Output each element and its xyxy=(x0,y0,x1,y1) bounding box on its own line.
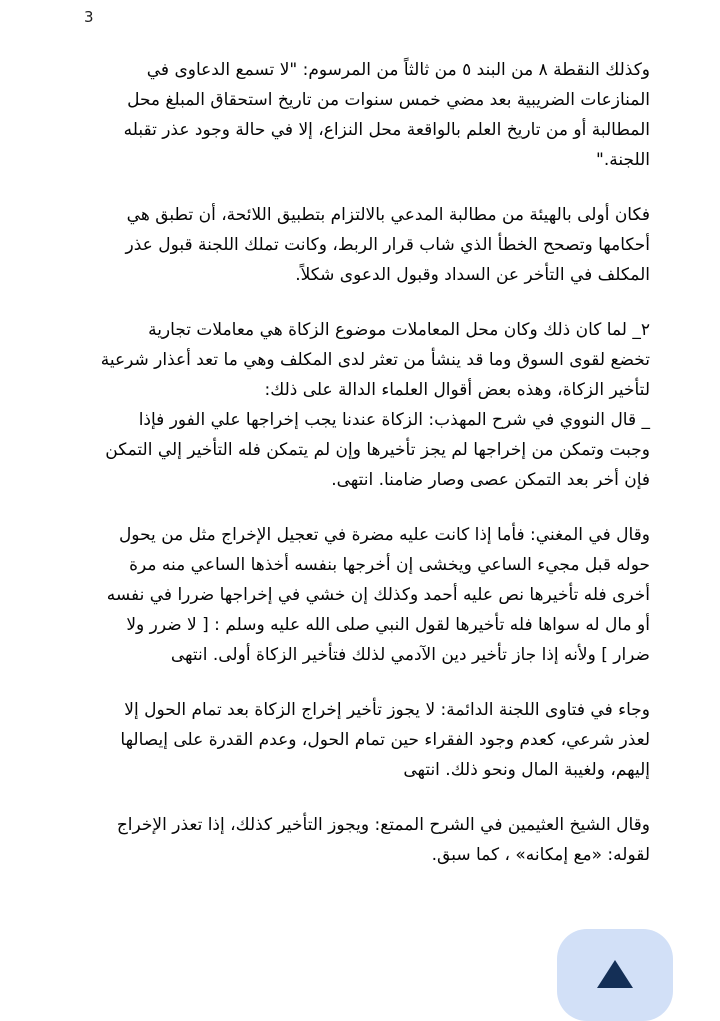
text-line: تخضع لقوى السوق وما قد ينشأ من تعثر لدى المكلف وهي ما تعد أعذار شرعية xyxy=(100,350,650,370)
paragraph xyxy=(38,695,650,785)
paragraph xyxy=(38,315,650,495)
text-line: وجاء في فتاوى اللجنة الدائمة: لا يجوز تأخير إخراج الزكاة بعد تمام الحول إلا xyxy=(124,700,650,720)
text-line: فكان أولى بالهيئة من مطالبة المدعي بالالتزام بتطبيق اللائحة، أن تطبق هي xyxy=(126,205,650,225)
paragraph xyxy=(38,810,650,870)
scroll-to-top-button[interactable] xyxy=(557,929,673,1021)
paragraph xyxy=(38,55,650,175)
page-number: 3 xyxy=(84,8,94,26)
text-line: المنازعات الضريبية بعد مضي خمس سنوات من تاريخ استحقاق المبلغ محل xyxy=(127,90,650,110)
arrow-up-icon xyxy=(597,960,633,988)
text-line: وقال في المغني: فأما إذا كانت عليه مضرة في تعجيل الإخراج مثل من يحول xyxy=(118,525,650,545)
paragraph xyxy=(38,520,650,670)
text-line: ٢_ لما كان ذلك وكان محل المعاملات موضوع الزكاة هي معاملات تجارية xyxy=(148,320,650,340)
paragraph xyxy=(38,200,650,290)
text-line: أخرى فله تأخيرها نص عليه أحمد وكذلك إن خشي في إخراجها ضررا في نفسه xyxy=(106,585,650,605)
text-line: إليهم، ولغيبة المال ونحو ذلك. انتهى xyxy=(403,760,650,780)
text-line: المطالبة أو من تاريخ العلم بالواقعة محل النزاع، إلا في حالة وجود عذر تقبله xyxy=(123,120,650,140)
document-text-block xyxy=(38,55,650,895)
text-line: وجبت وتمكن من إخراجها لم يجز تأخيرها وإن لم يتمكن فله التأخير إلي التمكن xyxy=(105,440,650,460)
text-line: أو مال له سواها فله تأخيرها لقول النبي صلى الله عليه وسلم : [ لا ضرر ولا xyxy=(126,615,650,635)
text-line: حوله قبل مجيء الساعي ويخشى إن أخرجها بنفسه أخذها الساعي منه مرة xyxy=(129,555,650,575)
text-line: وقال الشيخ العثيمين في الشرح الممتع: ويجوز التأخير كذلك، إذا تعذر الإخراج xyxy=(116,815,650,835)
text-line: لعذر شرعي، كعدم وجود الفقراء حين تمام الحول، وعدم القدرة على إيصالها xyxy=(120,730,650,750)
text-line: لتأخير الزكاة، وهذه بعض أقوال العلماء الدالة على ذلك: xyxy=(264,380,650,400)
text-line: فإن أخر بعد التمكن عصى وصار ضامنا. انتهى. xyxy=(331,470,650,490)
text-line: لقوله: «مع إمكانه» ، كما سبق. xyxy=(431,845,650,865)
text-line: المكلف في التأخر عن السداد وقبول الدعوى شكلاً. xyxy=(295,265,650,285)
text-line: أحكامها وتصحح الخطأ الذي شاب قرار الربط، وكانت تملك اللجنة قبول عذر xyxy=(125,235,650,255)
text-line: ضرار ] ولأنه إذا جاز تأخير دين الآدمي لذلك فتأخير الزكاة أولى. انتهى xyxy=(170,645,650,665)
text-line: اللجنة." xyxy=(596,150,650,170)
text-line: _ قال النووي في شرح المهذب: الزكاة عندنا يجب إخراجها علي الفور فإذا xyxy=(138,410,650,430)
text-line: وكذلك النقطة ٨ من البند ٥ من ثالثاً من المرسوم: "لا تسمع الدعاوى في xyxy=(146,60,650,80)
